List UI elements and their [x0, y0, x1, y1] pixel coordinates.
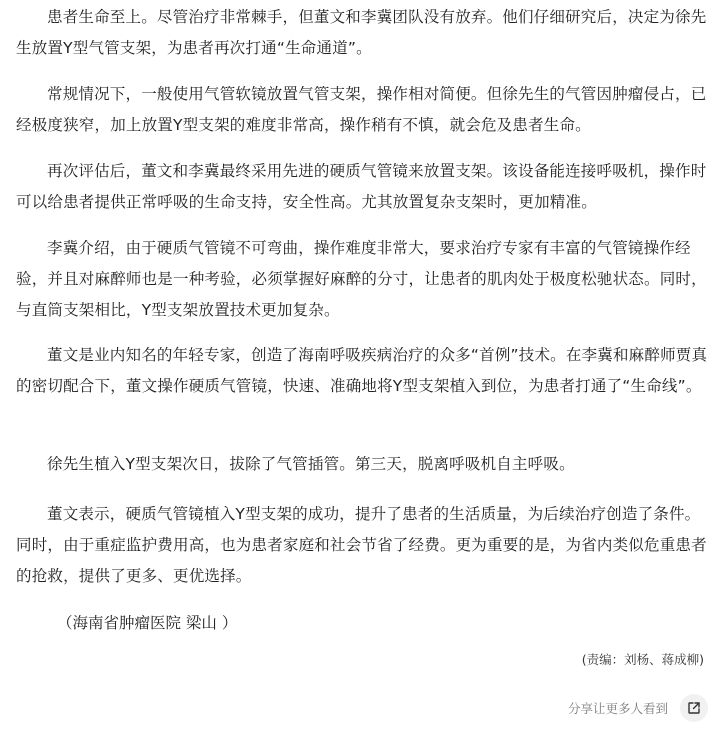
article-paragraph: 徐先生植入Y型支架次日，拔除了气管插管。第三天，脱离呼吸机自主呼吸。 [47, 455, 575, 473]
article-paragraph: 李冀介绍，由于硬质气管镜不可弯曲，操作难度非常大，要求治疗专家有丰富的气管镜操作经验，并且对麻醉师也是一种考验，必须掌握好麻醉的分寸，让患者的肌肉处于极度松驰状态。同时，与直筒支架相比，Y型支架放置技术更加复杂。 [16, 239, 707, 319]
article-paragraph: 常规情况下，一般使用气管软镜放置气管支架，操作相对简便。但徐先生的气管因肿瘤侵占，已经极度狭窄，加上放置Y型支架的难度非常高，操作稍有不慎，就会危及患者生命。 [16, 85, 707, 134]
share-button[interactable] [680, 694, 708, 722]
share-bar [568, 694, 708, 722]
article-paragraph: 董文表示，硬质气管镜植入Y型支架的成功，提升了患者的生活质量，为后续治疗创造了条件。同时，由于重症监护费用高，也为患者家庭和社会节省了经费。更为重要的是，为省内类似危重患者的抢救，提供了更多、更优选择。 [16, 505, 707, 585]
article-paragraph: 患者生命至上。尽管治疗非常棘手，但董文和李冀团队没有放弃。他们仔细研究后，决定为徐先生放置Y型气管支架，为患者再次打通“生命通道”。 [16, 8, 707, 57]
article-paragraph: 再次评估后，董文和李冀最终采用先进的硬质气管镜来放置支架。该设备能连接呼吸机，操作时可以给患者提供正常呼吸的生命支持，安全性高。尤其放置复杂支架时，更加精准。 [16, 162, 707, 211]
article-source: （海南省肿瘤医院 梁山 ） [57, 614, 238, 632]
article-editor: (责编：刘杨、蒋成柳) [581, 652, 704, 667]
article-paragraph: 董文是业内知名的年轻专家，创造了海南呼吸疾病治疗的众多“首例”技术。在李冀和麻醉师贾真的密切配合下，董文操作硬质气管镜，快速、准确地将Y型支架植入到位，为患者打通了“生命线”。 [16, 346, 708, 395]
share-icon [687, 701, 701, 715]
share-label: 分享让更多人看到 [567, 701, 668, 716]
